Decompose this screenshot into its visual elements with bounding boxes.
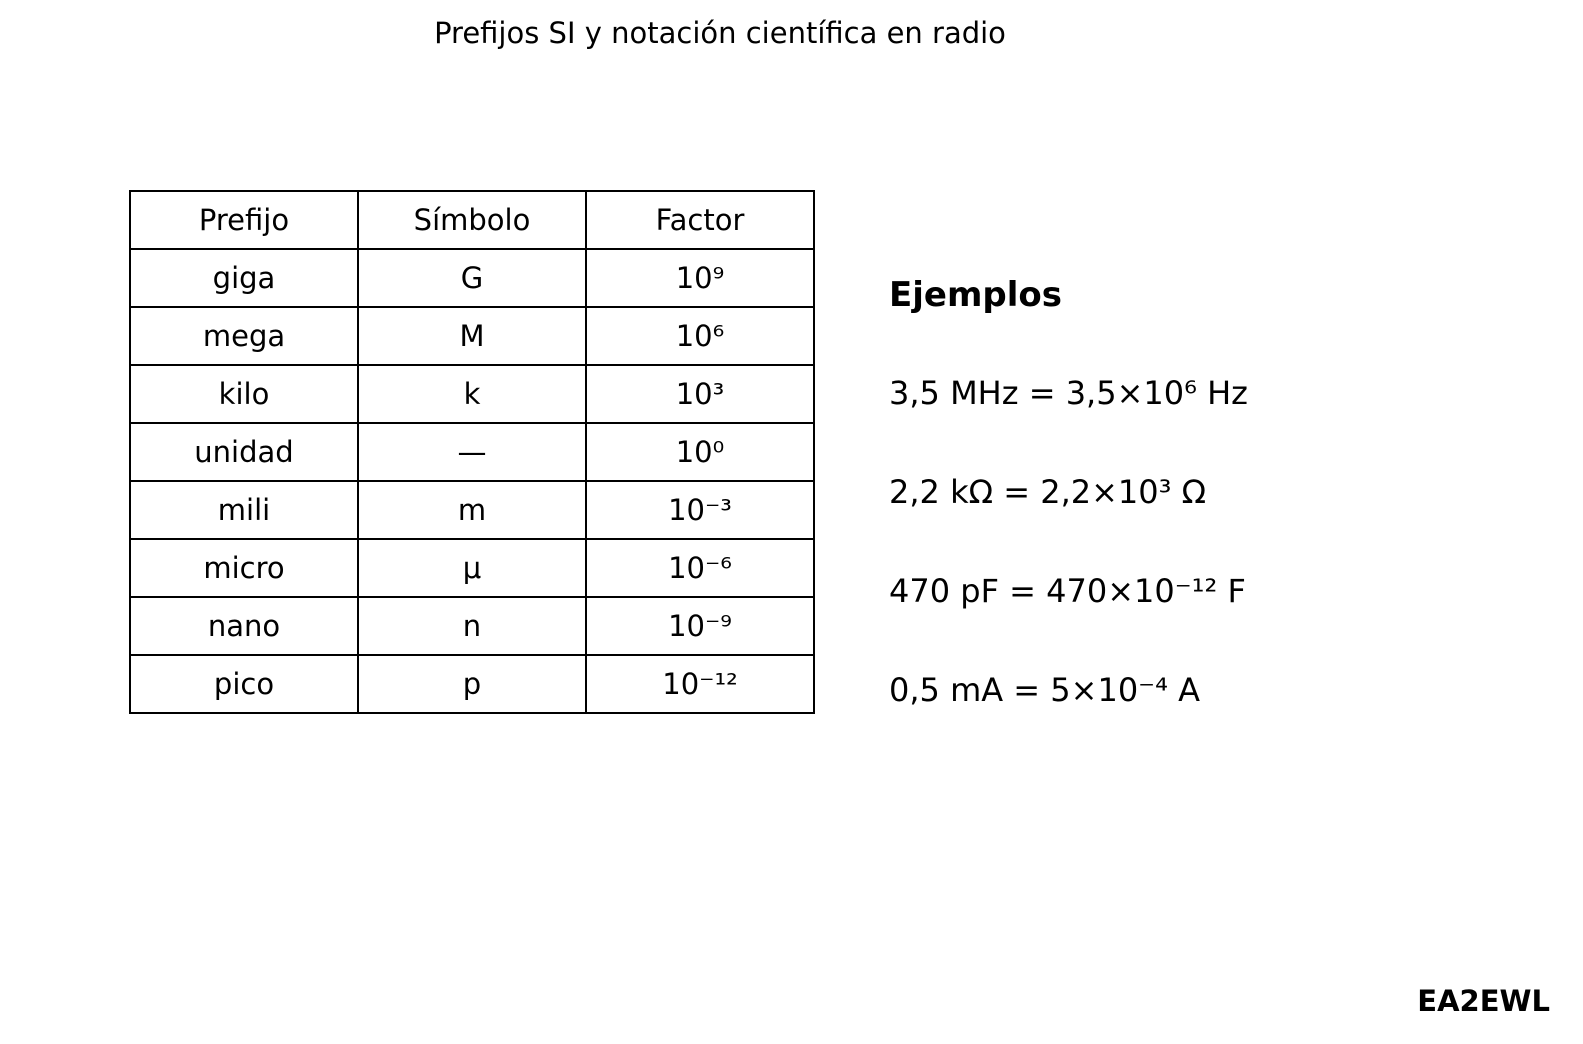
factor-cell: 10⁻¹² <box>586 655 814 713</box>
symbol-cell: n <box>358 597 586 655</box>
example-item: 3,5 MHz = 3,5×10⁶ Hz <box>889 374 1248 412</box>
prefix-cell: mili <box>130 481 358 539</box>
examples-heading: Ejemplos <box>889 275 1062 315</box>
prefix-cell: mega <box>130 307 358 365</box>
prefix-cell: kilo <box>130 365 358 423</box>
factor-cell: 10⁰ <box>586 423 814 481</box>
factor-cell: 10⁶ <box>586 307 814 365</box>
factor-cell: 10⁻⁹ <box>586 597 814 655</box>
symbol-cell: M <box>358 307 586 365</box>
table-row <box>130 249 814 307</box>
prefix-cell: nano <box>130 597 358 655</box>
symbol-cell: p <box>358 655 586 713</box>
factor-cell: 10⁹ <box>586 249 814 307</box>
factor-cell: 10³ <box>586 365 814 423</box>
factor-cell: 10⁻³ <box>586 481 814 539</box>
example-item: 2,2 kΩ = 2,2×10³ Ω <box>889 473 1207 511</box>
prefix-cell: pico <box>130 655 358 713</box>
table-row <box>130 481 814 539</box>
author-callsign: EA2EWL <box>1417 984 1550 1018</box>
table-row <box>130 365 814 423</box>
column-header-symbol: Símbolo <box>358 191 586 249</box>
symbol-cell: k <box>358 365 586 423</box>
symbol-cell: μ <box>358 539 586 597</box>
prefix-cell: unidad <box>130 423 358 481</box>
table-row <box>130 597 814 655</box>
symbol-cell: m <box>358 481 586 539</box>
symbol-cell: — <box>358 423 586 481</box>
column-header-factor: Factor <box>586 191 814 249</box>
table-row <box>130 423 814 481</box>
example-item: 470 pF = 470×10⁻¹² F <box>889 572 1246 610</box>
table-row <box>130 655 814 713</box>
factor-cell: 10⁻⁶ <box>586 539 814 597</box>
table-row <box>130 307 814 365</box>
symbol-cell: G <box>358 249 586 307</box>
prefix-cell: micro <box>130 539 358 597</box>
prefix-cell: giga <box>130 249 358 307</box>
table-row <box>130 539 814 597</box>
example-item: 0,5 mA = 5×10⁻⁴ A <box>889 671 1200 709</box>
page-title: Prefijos SI y notación científica en radio <box>434 16 1006 50</box>
table-header-row <box>130 191 814 249</box>
column-header-prefix: Prefijo <box>130 191 358 249</box>
prefix-table <box>129 190 815 714</box>
examples-list <box>889 371 1248 767</box>
